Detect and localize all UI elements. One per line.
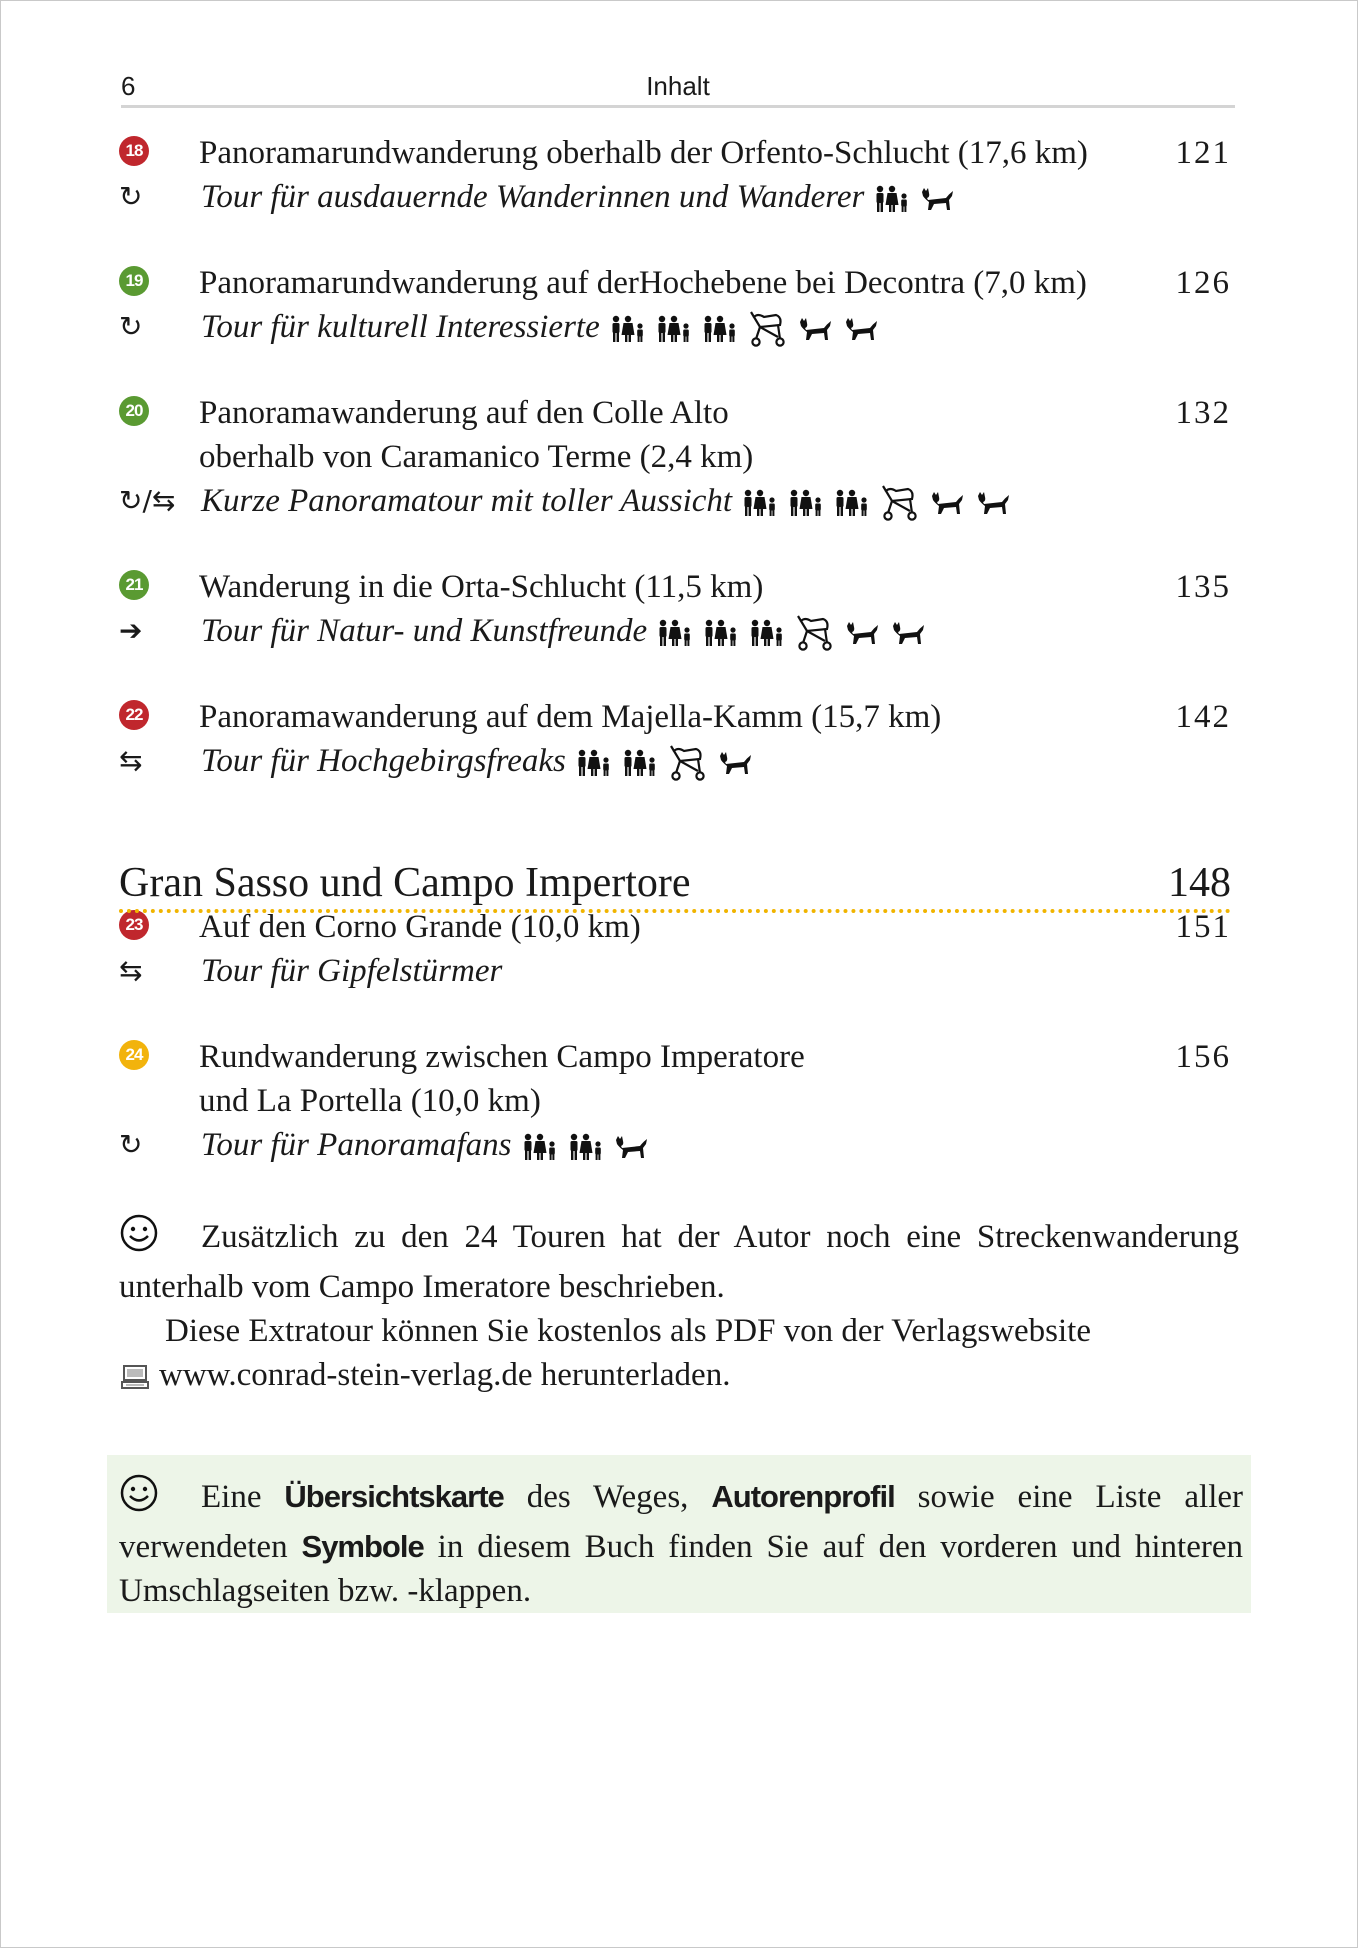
dog-icon <box>614 1134 650 1160</box>
stroller-icon <box>880 483 920 523</box>
page-title: Inhalt <box>646 71 710 101</box>
entry-description: Tour für Panoramafans <box>201 1127 512 1163</box>
return-arrow-icon: ⇆ <box>119 954 143 987</box>
one-way-arrow-icon: ➔ <box>119 614 143 647</box>
entry-title-line[interactable]: Panoramawanderung auf den Colle Alto <box>199 395 729 431</box>
section-heading <box>119 857 1231 913</box>
family-icon <box>702 315 738 343</box>
info-text-1: Eine <box>201 1479 285 1515</box>
entry-title-row <box>119 1079 1231 1123</box>
info-text-3: sowie eine Liste aller verwendeten <box>119 1479 1243 1565</box>
info-box-text <box>119 1473 1243 1613</box>
entry-page-number: 156 <box>1175 1039 1231 1075</box>
entry-description: Tour für Hochgebirgsfreaks <box>201 743 566 779</box>
tour-number-badge: 20 <box>119 396 149 426</box>
info-bold-symbols: Symbole <box>301 1529 424 1564</box>
dog-icon <box>930 490 966 516</box>
entry-title-line[interactable]: Panoramarundwanderung oberhalb der Orfento-Schlucht (17,6 km) <box>199 135 1088 171</box>
dog-icon <box>844 316 880 342</box>
entry-title-row <box>119 435 1231 479</box>
tour-number-badge: 19 <box>119 266 149 296</box>
entry-title-line[interactable]: Wanderung in die Orta-Schlucht (11,5 km) <box>199 569 764 605</box>
entry-description-row <box>119 305 1231 349</box>
family-icon <box>788 489 824 517</box>
entry-description-row <box>119 175 1231 219</box>
entry-title-line[interactable]: und La Portella (10,0 km) <box>199 1083 541 1119</box>
loop-arrow-icon: ↻ <box>119 180 143 213</box>
family-icon <box>742 489 778 517</box>
entry-title-row <box>119 565 1231 609</box>
tour-number-badge: 18 <box>119 136 149 166</box>
entry-description-row <box>119 739 1231 783</box>
entry-description: Tour für Gipfelstürmer <box>201 953 503 989</box>
entry-title-row <box>119 1035 1231 1079</box>
entry-description: Tour für kulturell Interessierte <box>201 309 600 345</box>
entry-title-line[interactable]: Panoramarundwanderung auf derHochebene bei Decontra (7,0 km) <box>199 265 1087 301</box>
entry-description: Tour für ausdauernde Wanderinnen und Wanderer <box>201 179 865 215</box>
loop-arrow-icon: ↻ <box>119 1128 143 1161</box>
entry-description: Tour für Natur- und Kunstfreunde <box>201 613 648 649</box>
info-box <box>107 1455 1251 1613</box>
family-icon <box>622 749 658 777</box>
stroller-icon <box>748 309 788 349</box>
entry-page-number: 135 <box>1175 569 1231 605</box>
dog-icon <box>891 620 927 646</box>
note1-text2: Diese Extratour können Sie kostenlos als PDF von der Verlagswebsite <box>165 1313 1091 1349</box>
entry-title-row <box>119 131 1231 175</box>
entry-description-row <box>119 1123 1231 1167</box>
family-icon <box>522 1133 558 1161</box>
note1-text: Zusätzlich zu den 24 Touren hat der Autor noch eine Streckenwanderung unterhalb vom Campo Imeratore beschrieben. <box>119 1219 1239 1305</box>
dog-icon <box>976 490 1012 516</box>
stroller-icon <box>668 743 708 783</box>
entry-description-row <box>119 609 1231 653</box>
entry-title-row <box>119 695 1231 739</box>
dog-icon <box>718 750 754 776</box>
info-bold-author-profile: Autorenprofil <box>711 1479 895 1514</box>
dog-icon <box>798 316 834 342</box>
entry-title-line[interactable]: Auf den Corno Grande (10,0 km) <box>199 909 641 945</box>
family-icon <box>656 315 692 343</box>
entry-title-line[interactable]: Rundwanderung zwischen Campo Imperatore <box>199 1039 805 1075</box>
dog-icon <box>920 186 956 212</box>
loop-or-return-arrow-icon: ↻/⇆ <box>119 484 176 517</box>
family-icon <box>834 489 870 517</box>
note1-paragraph2 <box>119 1309 1239 1353</box>
family-icon <box>568 1133 604 1161</box>
family-icon <box>703 619 739 647</box>
info-text-4: in diesem Buch finden Sie auf den vorderen und hinteren Umschlagseiten bzw. -klappen. <box>119 1529 1244 1609</box>
family-icon <box>749 619 785 647</box>
entry-description-row <box>119 949 1231 993</box>
computer-icon <box>121 1364 149 1390</box>
entry-description-row <box>119 479 1231 523</box>
page-header <box>121 69 1235 108</box>
entry-page-number: 151 <box>1175 909 1231 945</box>
smiley-icon <box>119 1473 159 1525</box>
family-icon <box>576 749 612 777</box>
tour-number-badge: 24 <box>119 1040 149 1070</box>
return-arrow-icon: ⇆ <box>119 744 143 777</box>
family-icon <box>874 185 910 213</box>
entry-title-line[interactable]: Panoramawanderung auf dem Majella-Kamm (15,7 km) <box>199 699 942 735</box>
extra-tour-note <box>119 1213 1239 1397</box>
publisher-website-link[interactable]: www.conrad-stein-verlag.de herunterladen. <box>159 1357 731 1393</box>
family-icon <box>610 315 646 343</box>
family-icon <box>657 619 693 647</box>
entry-page-number: 121 <box>1175 135 1231 171</box>
entry-page-number: 126 <box>1175 265 1231 301</box>
tour-number-badge: 21 <box>119 570 149 600</box>
section-page: 148 <box>1168 860 1231 906</box>
stroller-icon <box>795 613 835 653</box>
entry-title-line[interactable]: oberhalb von Caramanico Terme (2,4 km) <box>199 439 754 475</box>
section-title: Gran Sasso und Campo Impertore <box>119 860 691 906</box>
page-number: 6 <box>121 71 136 101</box>
loop-arrow-icon: ↻ <box>119 310 143 343</box>
info-text-2: des Weges, <box>503 1479 712 1515</box>
entry-page-number: 142 <box>1175 699 1231 735</box>
info-bold-overview-map: Übersichtskarte <box>284 1479 504 1514</box>
dog-icon <box>845 620 881 646</box>
tour-number-badge: 22 <box>119 700 149 730</box>
entry-description: Kurze Panoramatour mit toller Aussicht <box>201 483 733 519</box>
entry-title-row <box>119 261 1231 305</box>
entry-title-row <box>119 391 1231 435</box>
smiley-icon <box>119 1213 159 1265</box>
tour-number-badge: 23 <box>119 910 149 940</box>
entry-page-number: 132 <box>1175 395 1231 431</box>
